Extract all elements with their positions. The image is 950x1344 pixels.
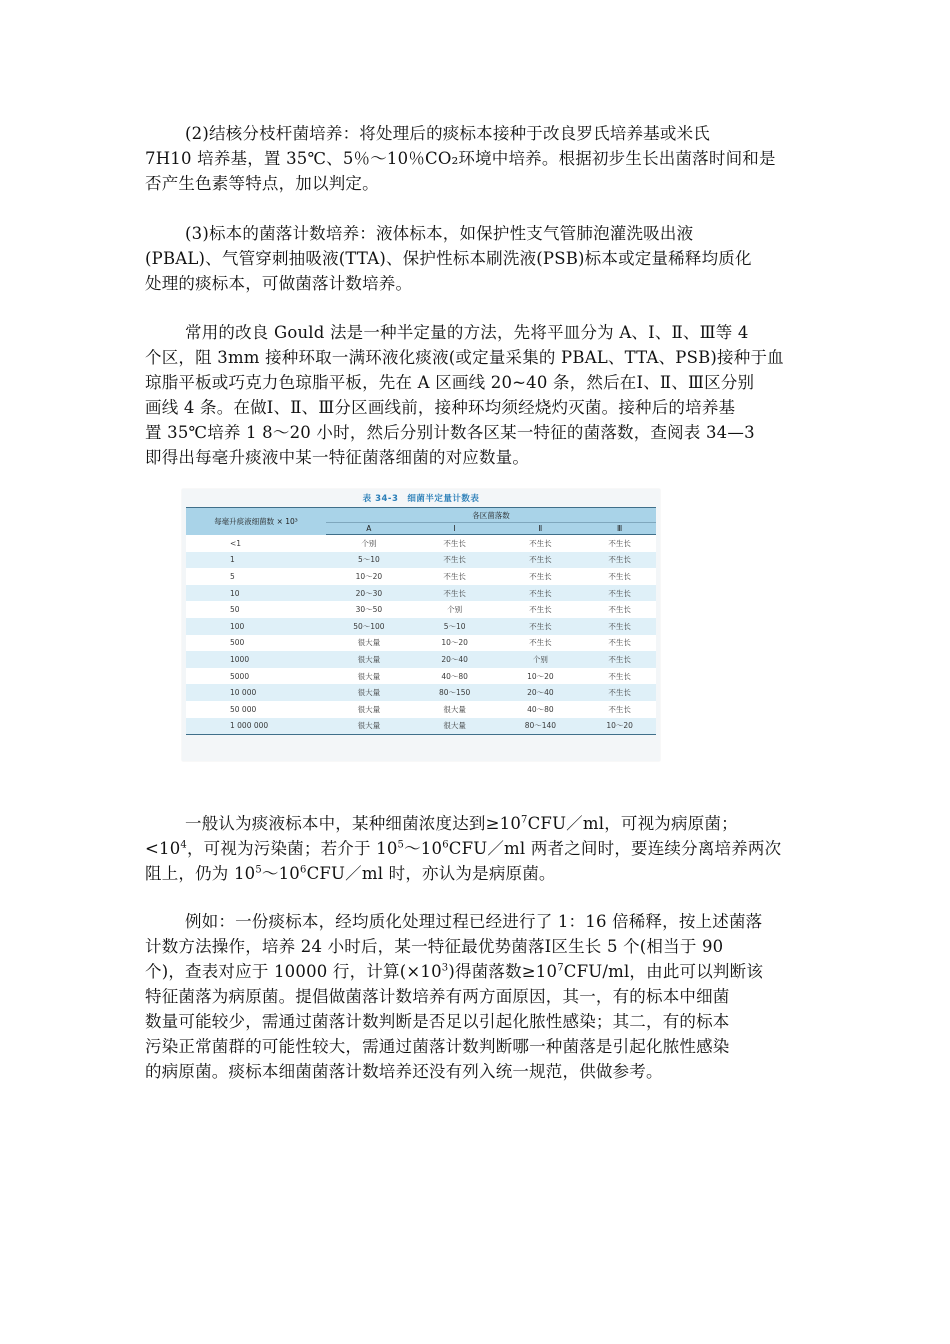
superscript: 6: [300, 864, 307, 876]
table-cell: 不生长: [583, 585, 656, 602]
paragraph-line: 7H10 培养基，置 35℃、5％～10％CO₂环境中培养。根据初步生长出菌落时间和是: [145, 149, 776, 168]
table-cell: 80～150: [412, 684, 498, 701]
table-cell: 很大量: [326, 651, 412, 668]
table-row-label-cell: 1000: [186, 651, 326, 668]
table-cell: 个别: [412, 601, 498, 618]
paragraph-line: 处理的痰标本，可做菌落计数培养。: [145, 274, 413, 293]
paragraph-line: 的病原菌。痰标本细菌菌落计数培养还没有列入统一规范，供做参考。: [145, 1062, 663, 1081]
table-cell: 10～20: [326, 568, 412, 585]
table-cell: 20～30: [326, 585, 412, 602]
semi-quantitative-count-table: [186, 507, 656, 735]
table-cell: 不生长: [583, 618, 656, 635]
table-cell: 不生长: [583, 668, 656, 685]
table-row: [186, 668, 656, 685]
table-cell: 不生长: [498, 535, 584, 552]
table-cell: 不生长: [583, 535, 656, 552]
table-row: [186, 651, 656, 668]
table-row: [186, 718, 656, 735]
text-segment: ，可视为污染菌；若介于 10: [186, 839, 398, 858]
paragraph-line: (3)标本的菌落计数培养：液体标本，如保护性支气管肺泡灌洗吸出液: [185, 224, 694, 243]
superscript: 5: [397, 839, 405, 851]
table-column-header: Ⅰ: [412, 523, 498, 535]
table-cell: 不生长: [498, 635, 584, 652]
table-cell: 很大量: [326, 635, 412, 652]
table-cell: 80～140: [498, 718, 584, 735]
superscript: 7: [557, 962, 564, 974]
paragraph-line: (2)结核分枝杆菌培养：将处理后的痰标本接种于改良罗氏培养基或米氏: [185, 124, 710, 143]
table-cell: 10～20: [498, 668, 584, 685]
table-cell: 很大量: [326, 718, 412, 735]
paragraph-colony-count-culture: [145, 221, 807, 296]
superscript: 5: [255, 864, 262, 876]
table-figure: [182, 489, 660, 761]
table-row-label-cell: 5000: [186, 668, 326, 685]
table-row: [186, 568, 656, 585]
text-segment: <10: [145, 839, 181, 858]
table-row: [186, 684, 656, 701]
table-cell: 不生长: [498, 552, 584, 569]
text-segment: CFU／ml 时，亦认为是病原菌。: [306, 864, 556, 883]
superscript: 3: [441, 962, 449, 974]
text-segment: 个)，查表对应于 10000 行，计算(×10: [145, 962, 442, 981]
table-cell: 不生长: [583, 701, 656, 718]
paragraph-line: 置 35℃培养 1 8～20 小时，然后分别计数各区某一特征的菌落数，查阅表 34—3: [145, 423, 755, 442]
paragraph-line: 即得出每毫升痰液中某一特征菌落细菌的对应数量。: [145, 448, 530, 467]
table-cell: 50～100: [326, 618, 412, 635]
table-column-header: A: [326, 523, 412, 535]
paragraph-line: 个区，阻 3mm 接种环取一满环液化痰液(或定量采集的 PBAL、TTA、PSB)接种于血: [145, 348, 784, 367]
table-row-label-cell: 500: [186, 635, 326, 652]
superscript: 4: [180, 839, 187, 851]
table-row-label-cell: 50: [186, 601, 326, 618]
text-segment: CFU／ml，可视为病原菌；: [527, 814, 738, 833]
table-row-label-cell: 10 000: [186, 684, 326, 701]
table-cell: 很大量: [326, 701, 412, 718]
table-row-label-cell: 50 000: [186, 701, 326, 718]
table-cell: 很大量: [412, 701, 498, 718]
table-cell: 个别: [326, 535, 412, 552]
table-cell: 很大量: [412, 718, 498, 735]
superscript: 6: [442, 839, 449, 851]
paragraph-line: 常用的改良 Gould 法是一种半定量的方法，先将平皿分为 A、Ⅰ、Ⅱ、Ⅲ等 4: [185, 323, 749, 342]
table-cell: 40～80: [498, 701, 584, 718]
table-cell: 不生长: [412, 568, 498, 585]
paragraph-pathogen-threshold: [145, 811, 807, 886]
table-body: [186, 535, 656, 735]
paragraph-line: [145, 959, 807, 984]
text-segment: ～10: [261, 864, 301, 883]
table-cell: 不生长: [583, 552, 656, 569]
table-cell: 30～50: [326, 601, 412, 618]
table-caption: 表 34-3 细菌半定量计数表: [362, 494, 480, 504]
table-cell: 不生长: [412, 552, 498, 569]
table-cell: 很大量: [326, 668, 412, 685]
table-cell: 5～10: [412, 618, 498, 635]
table-cell: 不生长: [498, 601, 584, 618]
table-row: [186, 601, 656, 618]
table-cell: 不生长: [583, 568, 656, 585]
table-row: [186, 635, 656, 652]
table-cell: 不生长: [583, 601, 656, 618]
table-column-header: Ⅱ: [498, 523, 584, 535]
table-row: [186, 552, 656, 569]
text-segment: )得菌落数≥10: [448, 962, 558, 981]
table-cell: 不生长: [498, 568, 584, 585]
table-cell: 10～20: [583, 718, 656, 735]
text-segment: CFU/ml，由此可以判断该: [563, 962, 764, 981]
table-row-header: 每毫升痰液细菌数 × 10³: [186, 508, 326, 535]
table-cell: 5～10: [326, 552, 412, 569]
table-cell: 不生长: [583, 651, 656, 668]
table-row-label-cell: 1 000 000: [186, 718, 326, 735]
text-segment: ～10: [404, 839, 443, 858]
table-row-label-cell: 100: [186, 618, 326, 635]
paragraph-line: 琼脂平板或巧克力色琼脂平板，先在 A 区画线 20~40 条，然后在Ⅰ、Ⅱ、Ⅲ区分别: [145, 373, 755, 392]
table-row: [186, 585, 656, 602]
table-cell: 20～40: [412, 651, 498, 668]
table-group-header: 各区菌落数: [326, 508, 656, 523]
superscript: 7: [521, 814, 528, 826]
paragraph-line: 画线 4 条。在做Ⅰ、Ⅱ、Ⅲ分区画线前，接种环均须经烧灼灭菌。接种后的培养基: [145, 398, 736, 417]
table-row-label-cell: 1: [186, 552, 326, 569]
table-cell: 不生长: [498, 585, 584, 602]
paragraph-line: 数量可能较少，需通过菌落计数判断是否足以引起化脓性感染；其二，有的标本: [145, 1012, 730, 1031]
text-segment: 阻上，仍为 10: [145, 864, 256, 883]
paragraph-line: [145, 861, 807, 886]
paragraph-line: 污染正常菌群的可能性较大，需通过菌落计数判断哪一种菌落是引起化脓性感染: [145, 1037, 730, 1056]
paragraph-line: 计数方法操作，培养 24 小时后，某一特征最优势菌落Ⅰ区生长 5 个(相当于 90: [145, 937, 724, 956]
paragraph-line: [145, 836, 807, 861]
table-cell: 20～40: [498, 684, 584, 701]
paragraph-line: 例如：一份痰标本，经均质化处理过程已经进行了 1：16 倍稀释，按上述菌落: [185, 912, 763, 931]
table-column-header: Ⅲ: [583, 523, 656, 535]
table-cell: 不生长: [498, 618, 584, 635]
table-row: [186, 618, 656, 635]
paragraph-gould-method: [145, 320, 807, 470]
text-segment: 一般认为痰液标本中，某种细菌浓度达到≥10: [185, 814, 522, 833]
paragraph-line: 特征菌落为病原菌。提倡做菌落计数培养有两方面原因，其一，有的标本中细菌: [145, 987, 730, 1006]
table-cell: 不生长: [412, 535, 498, 552]
table-cell: 不生长: [583, 684, 656, 701]
table-cell: 很大量: [326, 684, 412, 701]
table-row-label-cell: 5: [186, 568, 326, 585]
paragraph-line: 否产生色素等特点，加以判定。: [145, 174, 379, 193]
table-cell: 不生长: [412, 585, 498, 602]
table-row: [186, 701, 656, 718]
paragraph-line: (PBAL)、气管穿刺抽吸液(TTA)、保护性标本刷洗液(PSB)标本或定量稀释均质化: [145, 249, 752, 268]
table-cell: 不生长: [583, 635, 656, 652]
table-row-label-cell: 10: [186, 585, 326, 602]
table-cell: 个别: [498, 651, 584, 668]
table-row: [186, 535, 656, 552]
text-segment: CFU／ml 两者之间时，要连续分离培养两次: [448, 839, 782, 858]
paragraph-mycobacterium-culture: [145, 121, 807, 196]
table-cell: 10～20: [412, 635, 498, 652]
table-cell: 40～80: [412, 668, 498, 685]
paragraph-example: [145, 909, 807, 1084]
table-row-label-cell: <1: [186, 535, 326, 552]
paragraph-line: [145, 811, 807, 836]
